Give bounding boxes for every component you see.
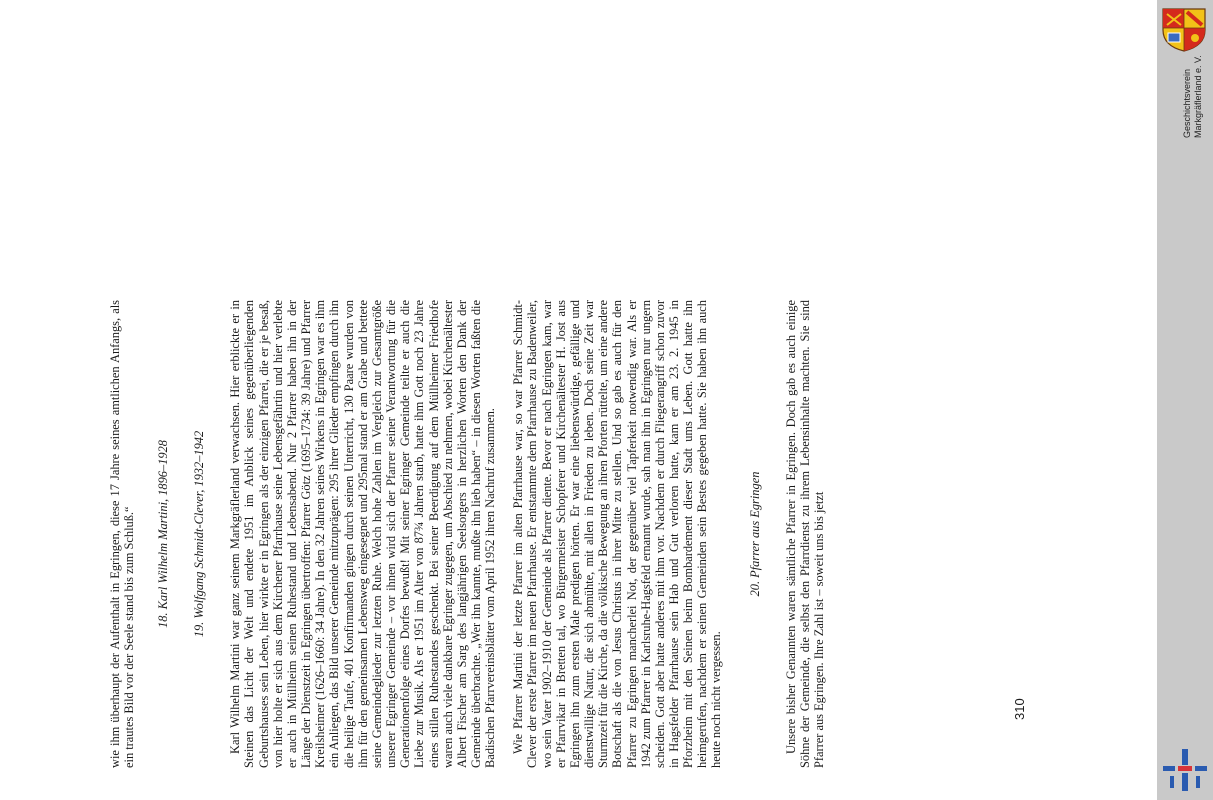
society-name-line1: Geschichtsverein: [1182, 68, 1192, 138]
section-heading-20: 20. Pfarrer aus Egringen: [747, 471, 762, 597]
society-name: [1182, 0, 1202, 200]
section-heading-19: 19. Wolfgang Schmidt-Clever, 1932–1942: [192, 430, 207, 638]
martini-paragraph: Karl Wilhelm Martini war ganz seinem Markgräflerland verwachsen. Hier erblickte er in Steinen das Licht der Welt und endete 1951 im Anblick seines gegenüberliegenden Geburtshauses sein Leben, hier wirkte er in Egringen als der einzigen Pfarrei, die er je besaß, von hier holte er sich aus dem Kirchener Pfarrhause seine Lebensgefährtin und hier verlebte er auch in Müllheim seinen Ruhestand und Lebensabend. Nur 2 Pfarrer haben ihn in der Länge der Dienstzeit in Egringen übertroffen: Pfarrer Götz (1695–1734: 39 Jahre) und Pfarrer Kreilsheimer (1626–1660: 34 Jahre). In den 32 Jahren seines Wirkens in Egringen war es ihm ein Anliegen, das Bild unserer Gemeinde mitzuprägen: 295 ihrer Glieder empfingen durch ihn die heilige Taufe, 401 Konfirmanden gingen durch seinen Unterricht, 130 Paare wurden von ihm für den gemeinsamen Lebensweg eingesegnet und 295mal stand er am Grabe und bettete seine Gemeindeglieder zur letzten Ruhe. Welch hohe Zahlen im Vergleich zur Gesamtgröße unserer Egringer Gemeinde – vor ihnen wird sich der Pfarrer seiner Verantwortung für die Generationenfolge eines Dorfes bewußt! Mit seiner Egringer Gemeinde teilte er auch die Liebe zur Musik. Als er 1951 im Alter von 87¾ Jahren starb, hatte ihm Gott noch 23 Jahre eines stillen Ruhestandes geschenkt. Bei seiner Beerdigung auf dem Müllheimer Friedhofe waren auch viele dankbare Egringer zugegen, um Abschied zu nehmen, wobei Kirchenältester Albert Fischer am Sarg des langjährigen Seelsorgers in herzlichen Worten den Dank der Gemeinde überbrachte. „Wer ihn kannte, mußte ihn lieb haben“ – in diesen Worten faßten die Badischen Pfarrvereinsblätter vom April 1952 ihren Nachruf zusammen.: [228, 300, 498, 768]
section-heading-18: 18. Karl Wilhelm Martini, 1896–1928: [156, 440, 171, 628]
page-number: 310: [1012, 698, 1027, 720]
page-text: [108, 300, 826, 768]
intro-paragraph: wie ihm überhaupt der Aufenthalt in Egringen, diese 17 Jahre seines amtlichen Anfangs, als ein trautes Bild vor der Seele stand bis zum Schluß.“: [108, 300, 137, 768]
ub-freiburg-logo-icon: [1160, 747, 1210, 793]
society-name-line2: Markgräflerland e. V.: [1193, 55, 1203, 138]
document-page: [0, 40, 1100, 800]
pfarrer-aus-egringen-paragraph: Unsere bisher Genannten waren sämtliche Pfarrer in Egringen. Doch gab es auch einige Söhne der Gemeinde, die selbst den Pfarrdienst zu ihrem Lebensinhalte machten. Sie sind Pfarrer aus Egringen. Ihre Zahl ist – soweit uns bis jetzt: [783, 300, 826, 768]
schmidt-clever-paragraph: Wie Pfarrer Martini der letzte Pfarrer im alten Pfarrhause war, so war Pfarrer Schmidt-Clever der erste Pfarrer im neuen Pfarrhause. Er entstammte dem Pfarrhause zu Badenweiler, wo sein Vater 1902–1910 der Gemeinde als Pfarrer diente. Bevor er nach Egringen kam, war er Pfarrvikar in Bretten tal, wo Bürgermeister Schopferer und Kirchenältester H. Jost aus Egringen ihn zum ersten Male predigen hörten. Er war eine liebenswürdige, gefällige und dienstwillige Natur, die sich abmühte, mit allen in Frieden zu leben. Doch seine Zeit war Sturmzeit für die Kirche, da die völkische Bewegung an ihren Pforten rüttelte, um eine andere Botschaft als die von Jesus Christus in ihrer Mitte zu stellen. Und so gab es auch für den Pfarrer zu Egringen mancherlei Not, der gegenüber viel Tapferkeit notwendig war. Als er 1942 zum Pfarrer in Karlsruhe-Hagsfeld ernannt wurde, sah man ihn in Egringen nur ungern scheiden. Gott aber hatte anderes mit ihm vor. Nachdem er durch Fliegerangriff schon zuvor in Hagsfelder Pfarrhause sein Hab und Gut verloren hatte, kam er am 23. 2. 1945 in Pforzheim mit den Seinen beim Bombardement dieser Stadt ums Leben. Gott hatte ihn heimgerufen, nachdem er seinen Gemeinden sein Bestes gegeben hatte. Sie haben ihn auch heute noch nicht vergessen.: [511, 300, 724, 768]
